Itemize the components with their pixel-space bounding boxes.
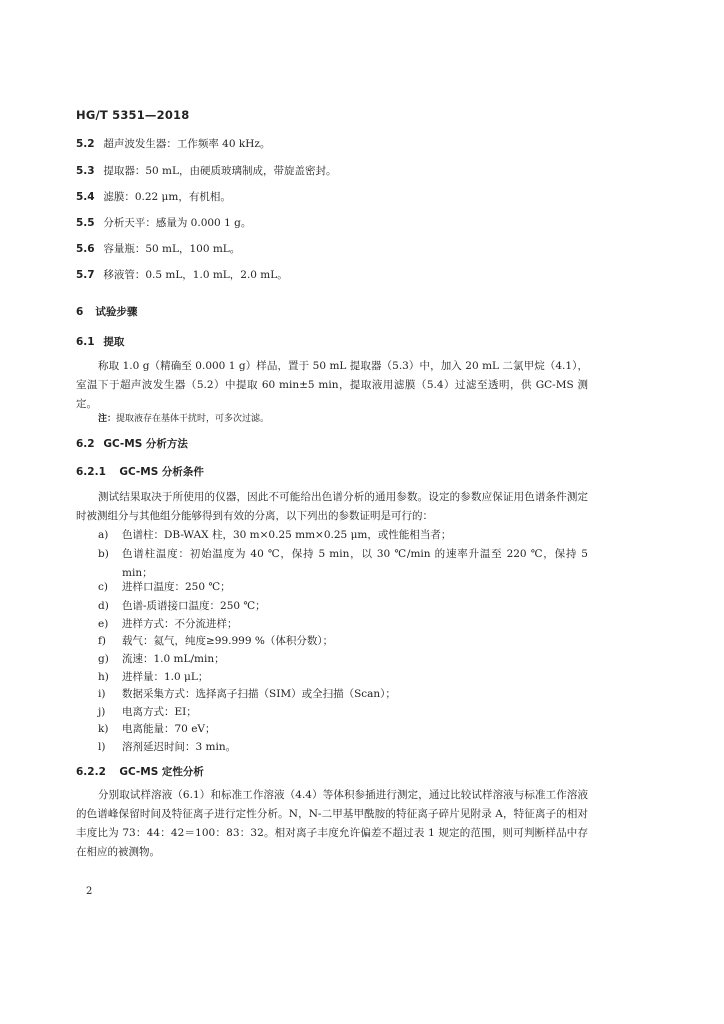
conditions-paragraph: 测试结果取决于所使用的仪器，因此不可能给出色谱分析的通用参数。设定的参数应保证用色谱条件测定时被测组分与其他组分能够得到有效的分离，以下列出的参数证明是可行的： [76,491,588,522]
section-number: 6.2.1 [76,466,106,478]
item-text: 电离方式：EI； [122,706,197,718]
item-text: 进样量：1.0 μL； [122,671,209,683]
condition-item [98,720,588,739]
clause-text: 容量瓶：50 mL，100 mL。 [103,243,241,255]
section-number: 6 [76,306,84,318]
item-marker: g) [98,653,109,665]
section-6-1-heading [76,335,124,349]
clause-number: 5.7 [76,269,95,281]
clause-5-3 [76,164,336,178]
clause-text: 超声波发生器：工作频率 40 kHz。 [103,138,271,150]
item-marker: h) [98,671,109,683]
item-marker: l) [98,741,106,753]
section-title: GC-MS 分析条件 [119,466,204,478]
condition-item [98,685,588,704]
clause-5-2 [76,137,270,151]
note-text: 提取液存在基体干扰时，可多次过滤。 [116,414,270,424]
section-number: 6.1 [76,336,95,348]
condition-item [98,578,588,597]
item-marker: k) [98,723,109,735]
clause-5-5 [76,216,251,230]
clause-5-4 [76,190,231,204]
clause-number: 5.6 [76,243,95,255]
section-number: 6.2 [76,438,95,450]
item-text: 进样口温度：250 ℃； [122,581,231,593]
clause-text: 分析天平：感量为 0.000 1 g。 [103,217,252,229]
item-marker: e) [98,618,109,630]
item-text: 进样方式：不分流进样； [122,618,238,630]
clause-number: 5.5 [76,217,95,229]
item-marker: c) [98,581,108,593]
page-number: 2 [86,886,93,897]
condition-item [98,632,588,651]
clause-5-6 [76,242,240,256]
extraction-paragraph: 称取 1.0 g（精确至 0.000 1 g）样品，置于 50 mL 提取器（5.3）中，加入 20 mL 二氯甲烷（4.1），室温下于超声波发生器（5.2）中提取 60 min±5 min，提取液用滤膜（5.4）过滤至透明，供 GC-MS 测定。 [76,360,588,410]
item-marker: j) [98,706,106,718]
item-marker: i) [98,688,106,700]
section-title: GC-MS 分析方法 [103,438,188,450]
item-text: 溶剂延迟时间：3 min。 [122,741,237,753]
item-text: 电离能量：70 eV； [122,723,216,735]
item-marker: b) [98,548,109,560]
section-6-2-2-heading [76,765,204,779]
note-label: 注： [98,414,117,424]
condition-item [98,597,588,616]
section-6-heading [76,305,137,319]
clause-number: 5.2 [76,138,95,150]
item-marker: a) [98,529,109,541]
item-marker: f) [98,635,106,647]
section-title: 试验步骤 [95,306,138,318]
standard-code-header: HG/T 5351—2018 [76,108,190,122]
condition-item [98,650,588,669]
item-text: 载气：氦气，纯度≥99.999 %（体积分数）； [122,635,334,647]
item-text: 色谱柱温度：初始温度为 40 ℃，保持 5 min，以 30 ℃/min 的速率升温至 220 ℃，保持 5 min； [122,548,588,579]
section-number: 6.2.2 [76,766,106,778]
clause-number: 5.3 [76,165,95,177]
section-6-2-heading [76,437,188,451]
section-title: GC-MS 定性分析 [119,766,204,778]
clause-number: 5.4 [76,191,95,203]
section-title: 提取 [103,336,125,348]
item-text: 流速：1.0 mL/min； [122,653,225,665]
qualitative-paragraph: 分别取试样溶液（6.1）和标准工作溶液（4.4）等体积参插进行测定，通过比较试样溶液与标准工作溶液的色谱峰保留时间及特征离子进行定性分析。N，N-二甲基甲酰胺的特征离子碎片见附录 A，特征离子的相对丰度比为 73：44：42＝100：83：32。相对离子丰度允许偏差不超过表 1 规定的范围，则可判断样品中存在相应的被测物。 [76,789,588,858]
extraction-note [98,413,269,425]
clause-text: 移液管：0.5 mL，1.0 mL，2.0 mL。 [103,269,288,281]
item-text: 数据采集方式：选择离子扫描（SIM）或全扫描（Scan）； [122,688,396,700]
item-text: 色谱柱：DB-WAX 柱，30 m×0.25 mm×0.25 μm，或性能相当者； [122,529,452,541]
condition-item [98,526,588,545]
item-marker: d) [98,600,109,612]
item-text: 色谱-质谱接口温度：250 ℃； [122,600,266,612]
clause-text: 提取器：50 mL，由硬质玻璃制成，带旋盖密封。 [103,165,337,177]
condition-item [98,738,588,757]
clause-5-7 [76,268,288,282]
section-6-2-1-heading [76,465,204,479]
clause-text: 滤膜：0.22 μm，有机相。 [103,191,231,203]
